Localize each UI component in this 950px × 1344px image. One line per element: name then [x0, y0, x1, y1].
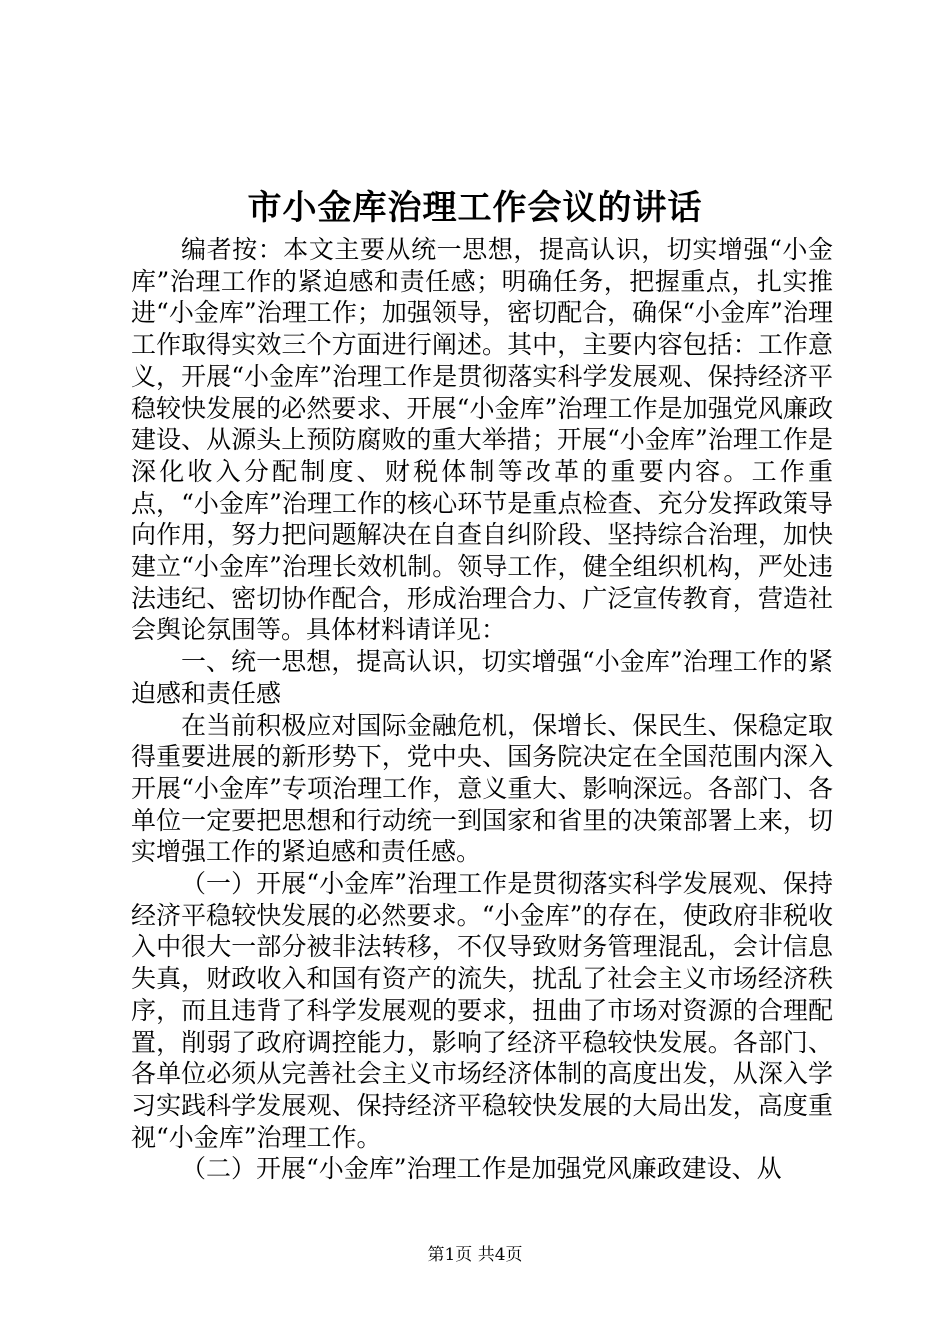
paragraph-section-1-heading: 一、统一思想，提高认识，切实增强“小金库”治理工作的紧迫感和责任感: [131, 647, 833, 708]
paragraph-subsection-2: （二）开展“小金库”治理工作是加强党风廉政建设、从: [181, 1154, 782, 1184]
document-title: 市小金库治理工作会议的讲话: [247, 188, 703, 228]
paragraph-section-1-intro: 在当前积极应对国际金融危机，保增长、保民生、保稳定取得重要进展的新形势下，党中央、国务院决定在全国范围内深入开展“小金库”专项治理工作，意义重大、影响深远。各部门、各单位一定要把思想和行动统一到国家和省里的决策部署上来，切实增强工作的紧迫感和责任感。: [131, 710, 833, 867]
paragraph-editor-note: 编者按：本文主要从统一思想，提高认识，切实增强“小金库”治理工作的紧迫感和责任感；明确任务，把握重点，扎实推进“小金库”治理工作；加强领导，密切配合，确保“小金库”治理工作取得实效三个方面进行阐述。其中，主要内容包括：工作意义，开展“小金库”治理工作是贯彻落实科学发展观、保持经济平稳较快发展的必然要求、开展“小金库”治理工作是加强党风廉政建设、从源头上预防腐败的重大举措；开展“小金库”治理工作是深化收入分配制度、财税体制等改革的重要内容。工作重点，“小金库”治理工作的核心环节是重点检查、充分发挥政策导向作用，努力把问题解决在自查自纠阶段、坚持综合治理，加快建立“小金库”治理长效机制。领导工作，健全组织机构，严处违法违纪、密切协作配合，形成治理合力、广泛宣传教育，营造社会舆论氛围等。具体材料请详见：: [131, 235, 833, 645]
page-footer: 第1页 共4页: [427, 1245, 523, 1265]
paragraph-subsection-1: （一）开展“小金库”治理工作是贯彻落实科学发展观、保持经济平稳较快发展的必然要求。“小金库”的存在，使政府非税收入中很大一部分被非法转移，不仅导致财务管理混乱，会计信息失真，财政收入和国有资产的流失，扰乱了社会主义市场经济秩序，而且违背了科学发展观的要求，扭曲了市场对资源的合理配置，削弱了政府调控能力，影响了经济平稳较快发展。各部门、各单位必须从完善社会主义市场经济体制的高度出发，从深入学习实践科学发展观、保持经济平稳较快发展的大局出发，高度重视“小金库”治理工作。: [131, 869, 833, 1152]
document-body: [131, 234, 833, 1185]
